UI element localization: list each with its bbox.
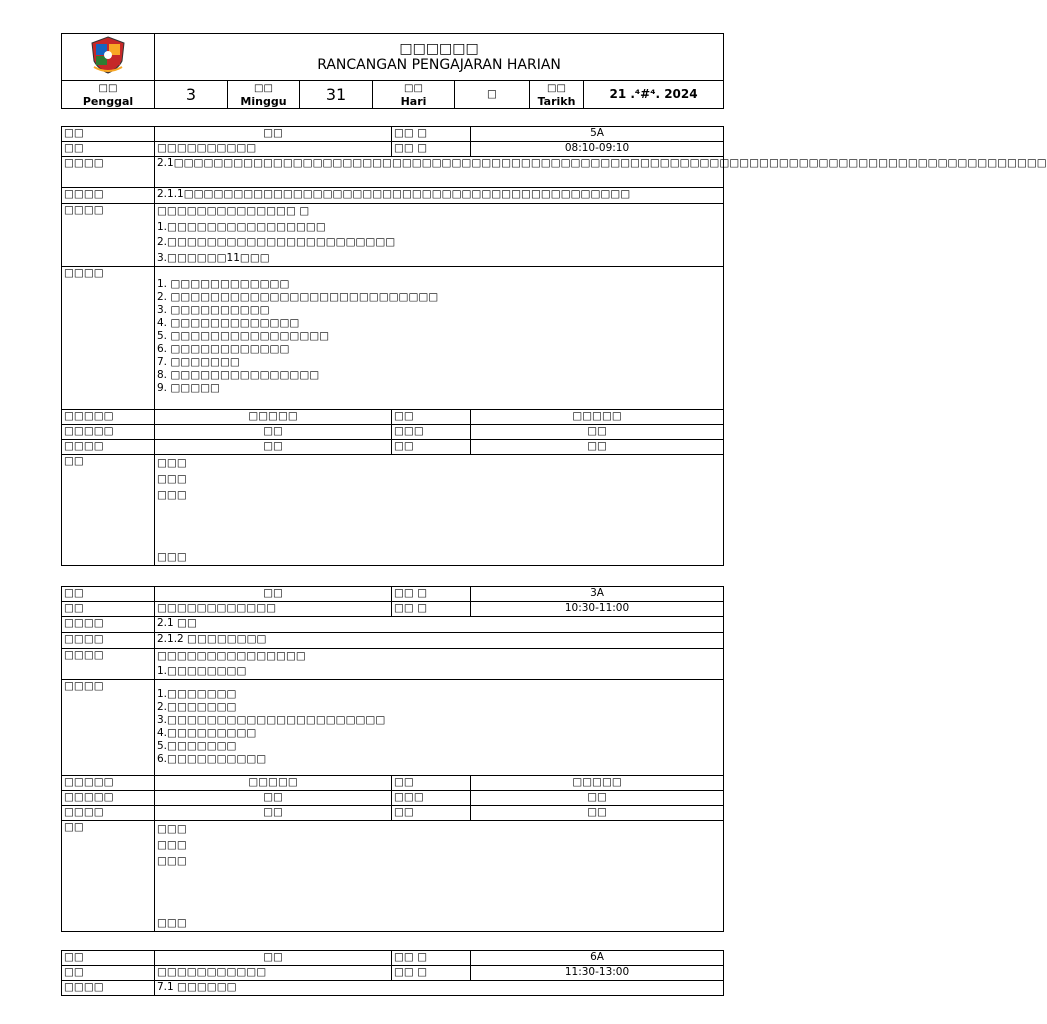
title-en: RANCANGAN PENGAJARAN HARIAN [317,57,561,73]
topic-value: □□□□□□□□□□ [155,142,392,157]
class-label: □□ □ [392,951,471,966]
objective-line: □□□□□□□□□□□□□□□ [157,650,306,662]
penggal-zh: □□ [98,82,118,94]
activity-label: □□□□ [62,267,155,410]
topic-label: □□ [62,602,155,617]
subject-value: □□ [155,127,392,142]
minggu-label: Minggu [240,94,287,108]
row2-c: □□□ [392,791,471,806]
row1-c: □□ [392,410,471,425]
activity-line: 7. □□□□□□□ [157,356,240,368]
activity-line: 6. □□□□□□□□□□□□ [157,343,290,355]
row2-d: □□ [471,425,724,440]
time-value: 10:30-11:00 [471,602,724,617]
penggal-value: 3 [155,81,228,109]
activity-line: 4. □□□□□□□□□□□□□ [157,317,300,329]
time-value: 11:30-13:00 [471,966,724,981]
row2-b: □□ [155,425,392,440]
activity-line: 8. □□□□□□□□□□□□□□□ [157,369,320,381]
subject-label: □□ [62,587,155,602]
objective-line: 1.□□□□□□□□ [157,665,247,677]
std-learning-value: 2.1.2 □□□□□□□□ [155,633,724,649]
activity-line: 2. □□□□□□□□□□□□□□□□□□□□□□□□□□□ [157,291,439,303]
penggal-label: Penggal [82,94,134,108]
std-learning-label: □□□□ [62,633,155,649]
reflection-label: □□ [62,455,155,566]
std-content-label: □□□□ [62,981,155,996]
topic-label: □□ [62,142,155,157]
std-content-value: 2.1□□□□□□□□□□□□□□□□□□□□□□□□□□□□□□□□□□□□□□□□□□□□□□□□□□□□□□□□□□□□□□□□□□□□□□□□□□□□□□□□□□□□□□□□ [155,157,724,188]
row1-b: □□□□□ [155,410,392,425]
school-logo [62,34,155,81]
std-content-value: 7.1 □□□□□□ [155,981,724,996]
row3-d: □□ [471,806,724,821]
title-zh: □□□□□□ [399,41,479,57]
reflection-line: □□□ [157,839,187,851]
class-value: 3A [471,587,724,602]
objective-line: 1.□□□□□□□□□□□□□□□□ [157,220,326,233]
tarikh-value: 21 .⁴#⁴. 2024 [584,81,724,109]
row3-c: □□ [392,806,471,821]
subject-label: □□ [62,951,155,966]
lesson-2-table [61,586,724,932]
row2-a: □□□□□ [62,791,155,806]
objective-line: □□□□□□□□□□□□□□ □ [157,205,310,217]
activity-line: 1.□□□□□□□ [157,688,237,700]
hari-value: □ [455,81,530,109]
activity-label: □□□□ [62,680,155,776]
row2-a: □□□□□ [62,425,155,440]
subject-value: □□ [155,587,392,602]
topic-value: □□□□□□□□□□□□ [155,602,392,617]
objective-line: 3.□□□□□□11□□□ [157,251,270,264]
activity-line: 3.□□□□□□□□□□□□□□□□□□□□□□ [157,714,386,726]
objective-list [155,649,724,680]
activity-line: 5.□□□□□□□ [157,740,237,752]
activity-line: 9. □□□□□ [157,382,220,394]
reflection-label: □□ [62,821,155,932]
class-value: 6A [471,951,724,966]
row2-c: □□□ [392,425,471,440]
reflection-body [155,821,724,932]
row1-c: □□ [392,776,471,791]
std-content-label: □□□□ [62,617,155,633]
class-value: 5A [471,127,724,142]
row2-d: □□ [471,791,724,806]
lesson-3-table [61,950,724,996]
header-table [61,33,724,109]
activity-line: 2.□□□□□□□ [157,701,237,713]
minggu-zh: □□ [254,82,273,94]
activity-list [155,267,724,410]
row2-b: □□ [155,791,392,806]
activity-list [155,680,724,776]
reflection-line-last: □□□ [157,551,187,563]
objective-label: □□□□ [62,204,155,267]
activity-line: 5. □□□□□□□□□□□□□□□□ [157,330,330,342]
std-learning-value: 2.1.1□□□□□□□□□□□□□□□□□□□□□□□□□□□□□□□□□□□□□□□□□□□□□ [155,188,724,204]
activity-line: 1. □□□□□□□□□□□□ [157,278,290,290]
time-label: □□ □ [392,966,471,981]
std-learning-label: □□□□ [62,188,155,204]
activity-line: 6.□□□□□□□□□□ [157,753,267,765]
row1-d: □□□□□ [471,410,724,425]
reflection-line: □□□ [157,855,187,867]
hari-zh: □□ [404,82,423,94]
row3-b: □□ [155,440,392,455]
time-label: □□ □ [392,142,471,157]
subject-value: □□ [155,951,392,966]
tarikh-zh: □□ [547,82,566,94]
reflection-line: □□□ [157,473,187,485]
row3-d: □□ [471,440,724,455]
row1-d: □□□□□ [471,776,724,791]
minggu-value: 31 [300,81,373,109]
row1-a: □□□□□ [62,776,155,791]
tarikh-label-cell [530,81,584,109]
row3-a: □□□□ [62,806,155,821]
lesson-1-table [61,126,1047,566]
objective-line: 2.□□□□□□□□□□□□□□□□□□□□□□□ [157,236,396,248]
row1-b: □□□□□ [155,776,392,791]
reflection-line: □□□ [157,457,187,469]
subject-label: □□ [62,127,155,142]
school-crest-icon [88,35,128,75]
std-content-label: □□□□ [62,157,155,188]
std-content-value: 2.1 □□ [155,617,724,633]
activity-line: 4.□□□□□□□□□ [157,727,257,739]
row3-a: □□□□ [62,440,155,455]
title-cell [155,34,724,81]
hari-label: Hari [400,94,427,108]
time-label: □□ □ [392,602,471,617]
penggal-label-cell [62,81,155,109]
time-value: 08:10-09:10 [471,142,724,157]
hari-label-cell [373,81,455,109]
row3-b: □□ [155,806,392,821]
objective-label: □□□□ [62,649,155,680]
topic-label: □□ [62,966,155,981]
reflection-line: □□□ [157,823,187,835]
reflection-body [155,455,724,566]
tarikh-label: Tarikh [537,94,576,108]
reflection-line: □□□ [157,489,187,501]
class-label: □□ □ [392,127,471,142]
objective-list [155,204,724,267]
reflection-line-last: □□□ [157,917,187,929]
row3-c: □□ [392,440,471,455]
row1-a: □□□□□ [62,410,155,425]
class-label: □□ □ [392,587,471,602]
activity-line: 3. □□□□□□□□□□ [157,304,270,316]
topic-value: □□□□□□□□□□□ [155,966,392,981]
minggu-label-cell [228,81,300,109]
